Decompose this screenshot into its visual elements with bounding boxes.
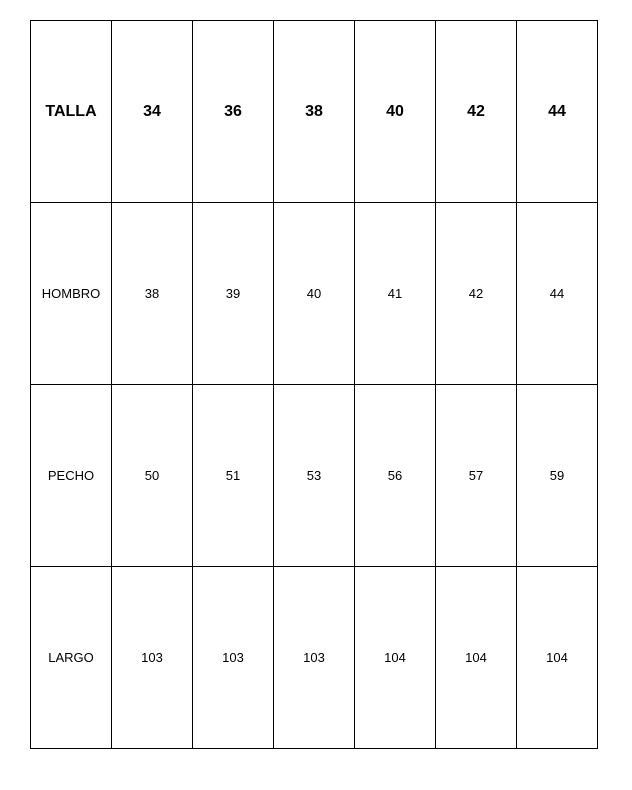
measurement-cell: 104 [517, 567, 598, 749]
measurement-cell: 41 [355, 203, 436, 385]
header-size-cell: 40 [355, 21, 436, 203]
measurement-cell: 44 [517, 203, 598, 385]
table-row-pecho [31, 385, 598, 567]
measurement-cell: 38 [112, 203, 193, 385]
measurement-cell: 103 [193, 567, 274, 749]
measurement-cell: 104 [436, 567, 517, 749]
header-size-cell: 38 [274, 21, 355, 203]
measurement-cell: 53 [274, 385, 355, 567]
measurement-cell: 51 [193, 385, 274, 567]
header-size-cell: 44 [517, 21, 598, 203]
header-size-cell: 42 [436, 21, 517, 203]
header-size-cell: 34 [112, 21, 193, 203]
table-row-hombro [31, 203, 598, 385]
measurement-cell: 57 [436, 385, 517, 567]
measurement-cell: 56 [355, 385, 436, 567]
measurement-cell: 104 [355, 567, 436, 749]
measurement-cell: 39 [193, 203, 274, 385]
row-label-cell: LARGO [31, 567, 112, 749]
measurement-cell: 103 [112, 567, 193, 749]
row-label-cell: HOMBRO [31, 203, 112, 385]
row-label-cell: PECHO [31, 385, 112, 567]
table-header-row [31, 21, 598, 203]
measurement-cell: 40 [274, 203, 355, 385]
header-label-cell: TALLA [31, 21, 112, 203]
measurement-cell: 42 [436, 203, 517, 385]
table-row-largo [31, 567, 598, 749]
measurement-cell: 103 [274, 567, 355, 749]
measurement-cell: 59 [517, 385, 598, 567]
header-size-cell: 36 [193, 21, 274, 203]
size-chart-table [30, 20, 598, 749]
measurement-cell: 50 [112, 385, 193, 567]
